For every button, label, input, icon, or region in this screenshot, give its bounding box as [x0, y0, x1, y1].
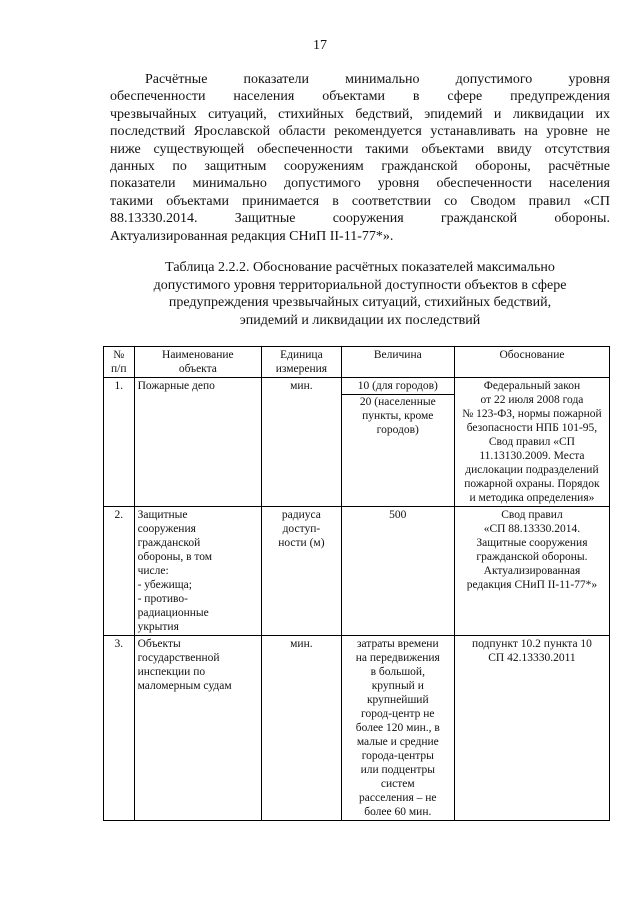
paragraph-word: Защитные [234, 211, 296, 227]
basis [454, 378, 609, 507]
paragraph-line [110, 193, 610, 210]
cell-text: расселения – не [359, 792, 437, 804]
paragraph-word: обеспеченности [257, 141, 353, 157]
cell-text: радиуса [281, 509, 321, 521]
paragraph-word: уровне [546, 124, 588, 140]
table-row [104, 378, 610, 507]
cell-text: Свод правил «СП [488, 436, 575, 448]
paragraph-word: обороны, [475, 159, 531, 175]
unit [262, 636, 342, 821]
page-number: 17 [313, 38, 327, 53]
header-value [341, 347, 454, 378]
paragraph-word: существующей [153, 141, 245, 157]
paragraph-word: последствий [110, 124, 186, 140]
cell-text: доступ- [282, 523, 321, 535]
paragraph-word: на [524, 124, 538, 140]
cell-text: крупнейший [366, 694, 429, 706]
cell-text: редакция СНиП II-11-77*» [466, 579, 598, 591]
cell-text: пункты, кроме [362, 410, 434, 422]
cell-text: Актуализированная [483, 565, 581, 577]
paragraph-word: не [596, 124, 610, 140]
cell-text: и методика определения» [469, 492, 595, 504]
intro-paragraph [110, 71, 610, 245]
header-text: № [113, 349, 125, 361]
cell-text: крупный и [371, 680, 424, 692]
cell-text: радиационные [137, 607, 209, 619]
paragraph-word: населения [233, 89, 295, 105]
paragraph-word: соответствии [351, 193, 432, 209]
paragraph-word: допустимого [455, 72, 533, 87]
paragraph-word: гражданской [440, 211, 518, 227]
paragraph-word: данных [110, 159, 155, 175]
paragraph-line [110, 141, 610, 158]
paragraph-word: их [595, 106, 610, 122]
paragraph-word: расчётные [548, 159, 610, 175]
value [341, 378, 454, 507]
paragraph-word: уровня [568, 72, 610, 87]
paragraph-word: бедствий, [355, 106, 413, 122]
cell-text: числе: [137, 565, 169, 577]
paragraph-word: Ярославской [193, 124, 271, 140]
caption-line: эпидемий и ликвидации их последствий [239, 313, 481, 329]
paragraph-word: обеспеченности [436, 176, 532, 192]
unit [262, 507, 342, 636]
header-object-name [134, 347, 262, 378]
header-text: Величина [373, 349, 422, 361]
table-caption [110, 259, 610, 330]
cell-text: 11.13130.2009. Места [479, 450, 585, 462]
header-basis [454, 347, 609, 378]
header-text: Обоснование [499, 349, 565, 361]
cell-text: города-центры [361, 750, 434, 762]
cell-text: 3. [114, 638, 124, 650]
paragraph-word: в [412, 89, 420, 105]
cell-text: гражданской обороны. [476, 551, 588, 563]
paragraph-line [110, 71, 610, 88]
cell-text: сооружения [137, 523, 196, 535]
paragraph-line [110, 123, 610, 140]
paragraph-word: рекомендуется [334, 124, 422, 140]
cell-text: затраты времени [356, 638, 439, 650]
paragraph-line [110, 88, 610, 105]
paragraph-word: по [172, 159, 187, 175]
paragraph-word: объектами [421, 141, 485, 157]
header-text: п/п [111, 363, 127, 375]
unit [262, 378, 342, 507]
header-text: Единица [280, 349, 323, 361]
cell-text: систем [380, 778, 415, 790]
row-number [104, 378, 135, 507]
cell-text: 1. [114, 380, 124, 392]
caption-line: предупреждения чрезвычайных ситуаций, стихийных бедствий, [168, 295, 552, 311]
paragraph-line [110, 175, 610, 192]
paragraph-word: отсутствия [544, 141, 610, 157]
paragraph-word: такими [365, 141, 409, 157]
paragraph-word: ситуаций, [208, 106, 267, 122]
cell-text: Пожарные депо [137, 380, 215, 392]
cell-text: Объекты [137, 638, 181, 650]
paragraph-line [110, 158, 610, 175]
table-header-row [104, 347, 610, 378]
paragraph-word: «СП [583, 193, 610, 209]
cell-text: мин. [290, 638, 313, 650]
cell-text: более 60 мин. [364, 806, 432, 818]
row-number [104, 636, 135, 821]
cell-text: 500 [389, 509, 407, 521]
cell-text: СП 42.13330.2011 [488, 652, 576, 664]
paragraph-word: показатели [110, 176, 176, 192]
cell-text: малые и средние [356, 736, 439, 748]
cell-text: обороны, в том [137, 551, 213, 563]
cell-text: Федеральный закон [483, 380, 581, 392]
paragraph-word: со [444, 193, 458, 209]
cell-text: безопасности НПБ 101-95, [466, 422, 598, 434]
header-text: Наименование [162, 349, 234, 361]
cell-text: в большой, [370, 666, 425, 678]
paragraph-word: устанавливать [430, 124, 516, 140]
paragraph-word: объектами [322, 89, 385, 105]
paragraph-word: защитным [204, 159, 267, 175]
cell-text: укрытия [137, 621, 179, 633]
cell-text: Свод правил [501, 509, 563, 521]
header-number [104, 347, 135, 378]
paragraph-word: и [493, 106, 502, 122]
paragraph-word: минимально [345, 72, 420, 87]
paragraph-word: уровня [377, 176, 420, 192]
caption-line: допустимого уровня территориальной доступности объектов в сфере [153, 277, 567, 293]
paragraph-word: принимается [242, 193, 320, 209]
paragraph-word: области [278, 124, 326, 140]
paragraph-word: населения [549, 176, 610, 192]
paragraph-word: показатели [243, 72, 310, 87]
header-text: измерения [275, 363, 328, 375]
paragraph-word: чрезвычайных [110, 106, 197, 122]
paragraph-word: допустимого [284, 176, 361, 192]
cell-text: государственной [137, 652, 220, 664]
row-number [104, 507, 135, 636]
table-row [104, 636, 610, 821]
paragraph-word: предупреждения [510, 89, 610, 105]
value-cities [342, 379, 454, 395]
cell-text: 2. [114, 509, 124, 521]
paragraph-word: такими [110, 193, 154, 209]
cell-text: «СП 88.13330.2014. [483, 523, 581, 535]
paragraph-line [110, 210, 610, 227]
cell-text: гражданской [137, 537, 201, 549]
paragraph-word: Актуализированная редакция СНиП II-11-77*». [110, 228, 394, 244]
cell-text: или подцентры [360, 764, 435, 776]
paragraph-word: эпидемий [424, 106, 483, 122]
paragraph-word: обеспеченности [110, 89, 206, 105]
cell-text: № 123-ФЗ, нормы пожарной [462, 408, 602, 420]
paragraph-word: сооружения [332, 211, 404, 227]
paragraph-line [110, 228, 610, 245]
paragraph-word: Сводом [470, 193, 516, 209]
caption-line: Таблица 2.2.2. Обоснование расчётных показателей максимально [165, 260, 555, 275]
paragraph-word: в [332, 193, 339, 209]
basis [454, 636, 609, 821]
paragraph-line [110, 106, 610, 123]
object-name [134, 507, 262, 636]
paragraph-word: ввиду [496, 141, 532, 157]
justification-table [103, 346, 610, 821]
cell-text: городов) [376, 424, 419, 436]
cell-text: дислокации подразделений [465, 464, 599, 476]
paragraph-word: гражданской [381, 159, 458, 175]
cell-text: маломерным судам [137, 680, 232, 692]
cell-text: город-центр не [361, 708, 435, 720]
paragraph-word: 88.13330.2014. [110, 211, 198, 227]
cell-text: ности (м) [278, 537, 325, 549]
cell-text: мин. [290, 380, 313, 392]
paragraph-word: ликвидации [512, 106, 585, 122]
cell-text: пожарной охраны. Порядок [464, 478, 600, 490]
cell-text: более 120 мин., в [355, 722, 440, 734]
paragraph-word: стихийных [278, 106, 344, 122]
cell-text: 20 (населенные [359, 396, 436, 408]
paragraph-word: сооружениям [283, 159, 364, 175]
value [341, 636, 454, 821]
paragraph-word: объектами [166, 193, 229, 209]
header-unit [262, 347, 342, 378]
paragraph-word: обороны. [554, 211, 610, 227]
object-name [134, 636, 262, 821]
paragraph-word: Расчётные [145, 72, 208, 87]
paragraph-word: ниже [110, 141, 141, 157]
object-name [134, 378, 262, 507]
paragraph-word: сфере [447, 89, 483, 105]
cell-text: инспекции по [137, 666, 206, 678]
cell-text: Защитные [137, 509, 188, 521]
value-settlements [345, 395, 451, 437]
header-text: объекта [178, 363, 217, 375]
basis [454, 507, 609, 636]
cell-text: 10 (для городов) [357, 380, 438, 392]
cell-text: - противо- [137, 593, 188, 605]
value [341, 507, 454, 636]
table-row [104, 507, 610, 636]
cell-text: от 22 июля 2008 года [480, 394, 584, 406]
cell-text: на передвижения [355, 652, 440, 664]
cell-text: - убежища; [137, 579, 192, 591]
cell-text: подпункт 10.2 пункта 10 [471, 638, 592, 650]
paragraph-word: минимально [192, 176, 267, 192]
cell-text: Защитные сооружения [476, 537, 588, 549]
paragraph-word: правил [528, 193, 571, 209]
